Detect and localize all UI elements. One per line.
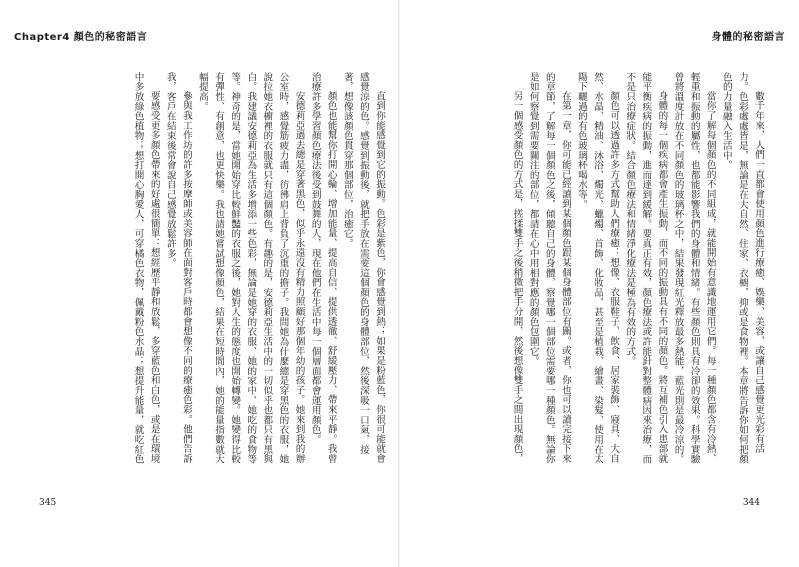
- right-paragraph-1: 數千年來，人們一直都會使用顏色進行療癒、娛樂、美容，或讓自己感覺更光彩有活力。色彩處處皆是，無論是在大自然、住家、衣櫥，抑或是食物裡。本章將告訴你如何把顏色的力量融入生活中。: [720, 72, 764, 464]
- right-page-header: 身體的秘密語言: [711, 32, 785, 43]
- left-paragraph-2: 顏色也能幫你打開心輪、增加能量、提高自信、提供透徹、舒緩壓力、帶來平靜。我曾治療許多學習顏色療法後受到鼓舞的人，現在他們在生活中每一個層面都會運用顏色。: [309, 72, 337, 464]
- right-page-number: 344: [742, 498, 760, 508]
- left-paragraph-1: 直到你能感覺到它的振動。色彩是紫色，你會感覺到熱；如果是粉藍色，你很可能就會感覺涼的色。感覺到振動後，就把手放在需要這個顏色的身體部位，然後深吸一口氣，接著，想像該顏色貫穿那個部位，治癒它。: [341, 72, 385, 464]
- right-page: [400, 0, 799, 567]
- right-paragraph-6: 另一個感受顏色的方式是，搓揉雙手之後稍微把手分開，然後想像雙手之間出現顏色，: [511, 91, 523, 464]
- left-paragraph-5: 要感受更多顏色帶來的好處很簡單：想經歷平靜和放鬆，多穿藍色和白色，或是在環境中多放綠色植物；想打開心胸愛人，可穿橘色衣物，佩戴粉色水晶；想提升能量，就吃紅色: [132, 72, 160, 464]
- right-paragraph-3: 身體的每一個疾病都會產生振動，而不同的振動具有不同的顏色。將互補色引入患部就能平衡疾病的振動，進而達到緩解。要真正有效，顏色療法或許能針對整體病因來治療，而不是只治療症狀。結合顏色療法和情緒淨化療法是極為有效的方式。: [624, 72, 668, 464]
- left-page-number: 345: [39, 498, 57, 508]
- right-paragraph-4: 顏色可以透過許多方式幫助人們療癒：想像、衣服鞋子、飲食、居家裝飾、寢具、大自然、水晶、精油、沐浴、燭光、蠟燭、首飾、化妝品，甚至是植栽、繪畫、染髮、使用在太陽下曬過的有色玻璃杯喝水等。: [575, 72, 620, 464]
- left-paragraph-4: 參與我工作坊的許多按摩師或美容師在面對客戶時都會想像不同的療癒色彩。他們告訴我，客戶在結束後常會說自己感覺放鬆許多。: [164, 72, 192, 464]
- right-paragraph-5: 在第一章，你可能已經讀到某個顏色跟某個身體部位有關。或者，你也可以讀完接下來的章節，了解每一個顏色之後，傾聽自己的身體，察覺哪一個部位需要哪一種顏色。無論你是如何察覺到需要關注的部位，都請在心中用相對應的顏色包圍它。: [527, 72, 571, 464]
- right-page-body: [436, 72, 766, 472]
- left-paragraph-3: 安德莉亞過去總是穿著黑色，似乎永遠沒有精力照顧好那個年幼的孩子。她來到我的辦公室時，感覺筋疲力盡，彷彿肩上背負了沉重的擔子。我問她為什麼總是穿黑色的衣服，她說拉她衣櫥裡的衣服就只有這個顏色。有趣的是，安德莉亞生活中的一切似乎也都只有黑與白。我建議安德莉亞為生活多增添一些色彩，無論是她穿的衣服、她的家中、她吃的食物等等。神奇的是，當她開始穿比較鮮豔的衣服之後，她對人生的態度也開始轉變。她變得比較有彈性、有創意，也更快樂。我也請她嘗試想像顏色，結果在短時間內，她的能量指數就大幅提高。: [196, 72, 305, 464]
- left-page: [0, 0, 399, 567]
- left-page-body: [54, 72, 387, 472]
- left-page-header: Chapter4 顏色的秘密語言: [14, 32, 148, 43]
- right-paragraph-2: 當你了解每個顏色的不同組成，就能開始有意識地運用它們。每一種顏色都含有冷熱、輕重和振動的屬性，也都能影響我們的身體和情緒。有些顏色則具有冷卻的效果。科學實驗曾將溫度計放在不同顏色的玻璃杯之中，結果發現紅光釋放最多熱能，藍光則是最冷涼的。: [672, 72, 716, 464]
